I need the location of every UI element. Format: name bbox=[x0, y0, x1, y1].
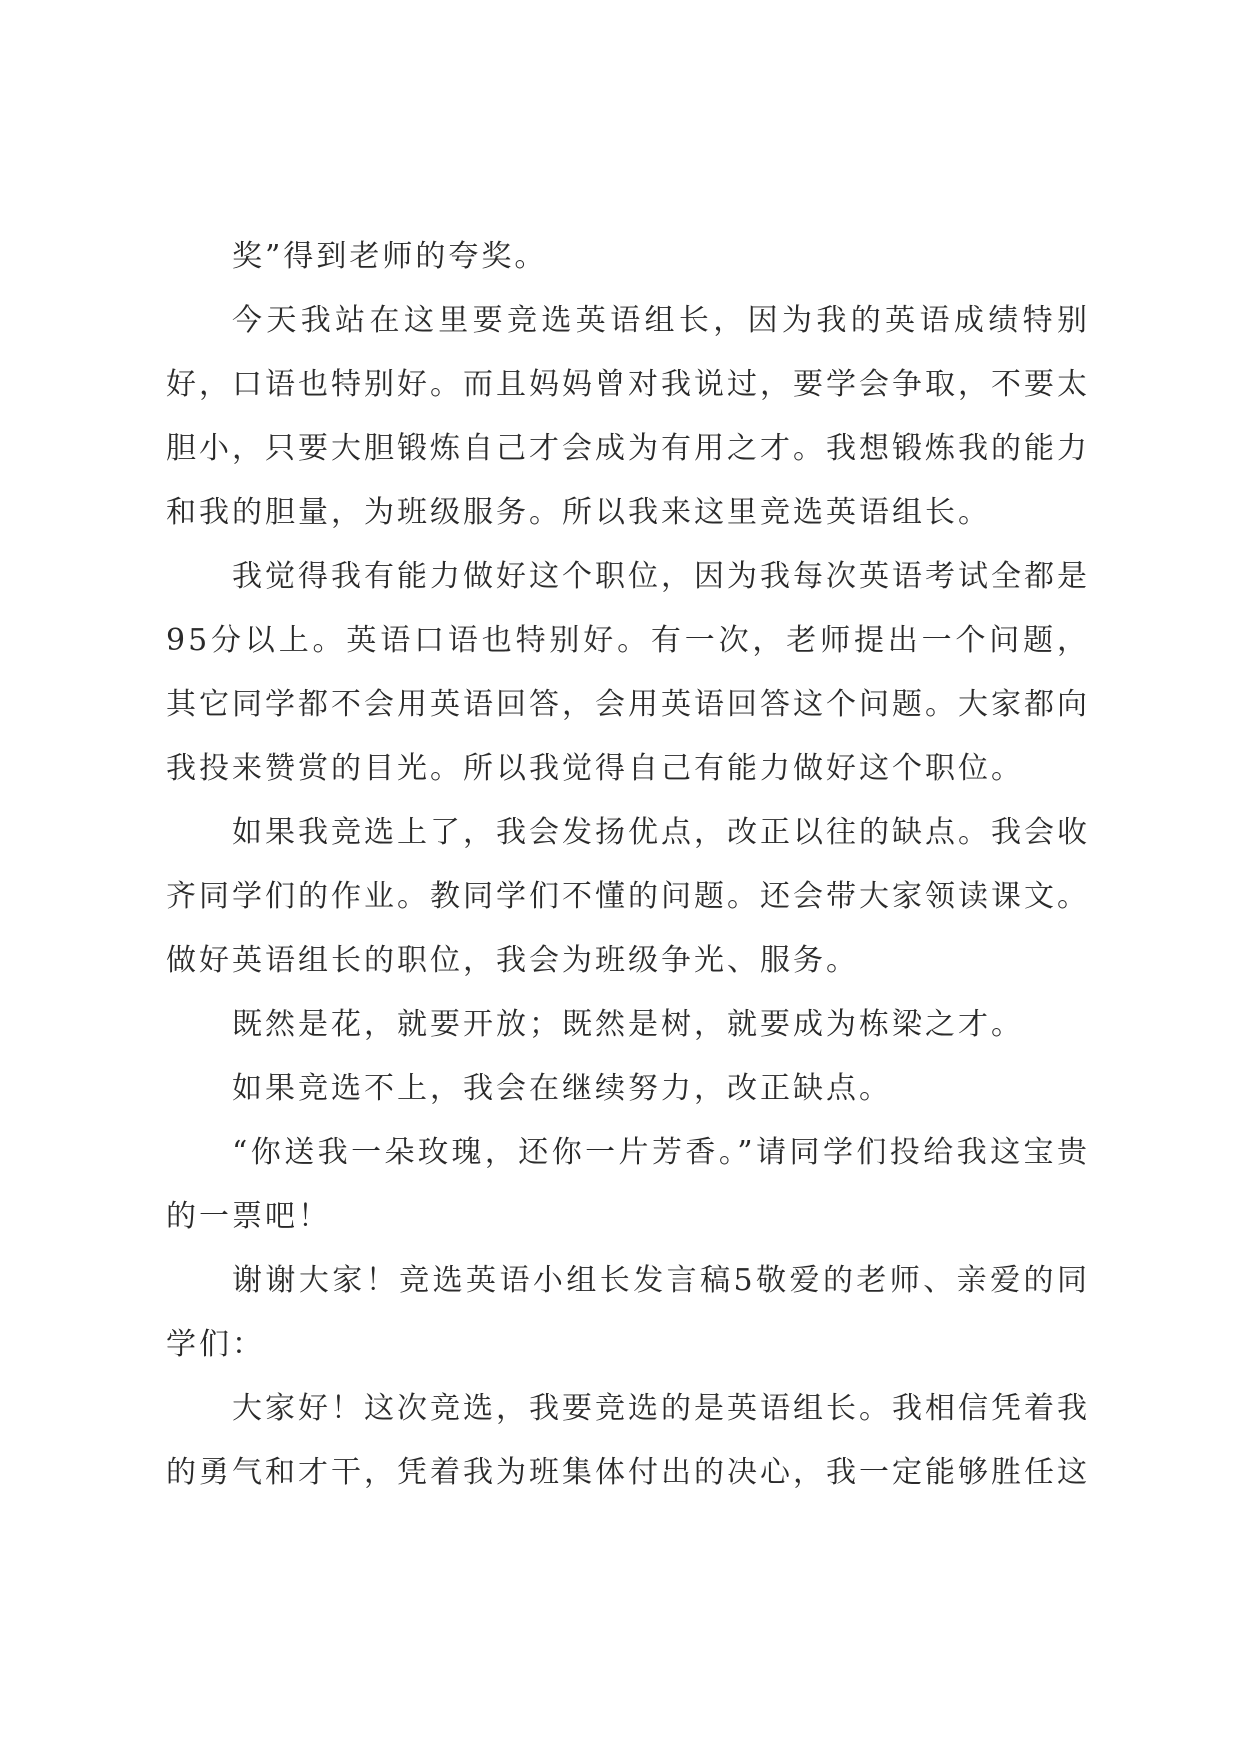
paragraph: 今天我站在这里要竞选英语组长，因为我的英语成绩特别好，口语也特别好。而且妈妈曾对我说过，要学会争取，不要太胆小，只要大胆锻炼自己才会成为有用之才。我想锻炼我的能力和我的胆量，为班级服务。所以我来这里竞选英语组长。 bbox=[166, 303, 1090, 530]
paragraph: 既然是花，就要开放；既然是树，就要成为栋梁之才。 bbox=[232, 1007, 1024, 1042]
paragraph: 谢谢大家！竞选英语小组长发言稿5敬爱的老师、亲爱的同学们： bbox=[166, 1263, 1090, 1362]
document-body bbox=[166, 225, 1090, 1505]
paragraph: 奖”得到老师的夸奖。 bbox=[232, 239, 548, 274]
paragraph: 我觉得我有能力做好这个职位，因为我每次英语考试全都是95分以上。英语口语也特别好。有一次，老师提出一个问题，其它同学都不会用英语回答，会用英语回答这个问题。大家都向我投来赞赏的目光。所以我觉得自己有能力做好这个职位。 bbox=[166, 559, 1090, 786]
paragraph: “你送我一朵玫瑰，还你一片芳香。”请同学们投给我这宝贵的一票吧！ bbox=[166, 1135, 1090, 1234]
paragraph: 大家好！这次竞选，我要竞选的是英语组长。我相信凭着我的勇气和才干，凭着我为班集体付出的决心，我一定能够胜任这 bbox=[166, 1391, 1090, 1490]
paragraph: 如果我竞选上了，我会发扬优点，改正以往的缺点。我会收齐同学们的作业。教同学们不懂的问题。还会带大家领读课文。做好英语组长的职位，我会为班级争光、服务。 bbox=[166, 815, 1090, 978]
paragraph: 如果竞选不上，我会在继续努力，改正缺点。 bbox=[232, 1071, 892, 1106]
